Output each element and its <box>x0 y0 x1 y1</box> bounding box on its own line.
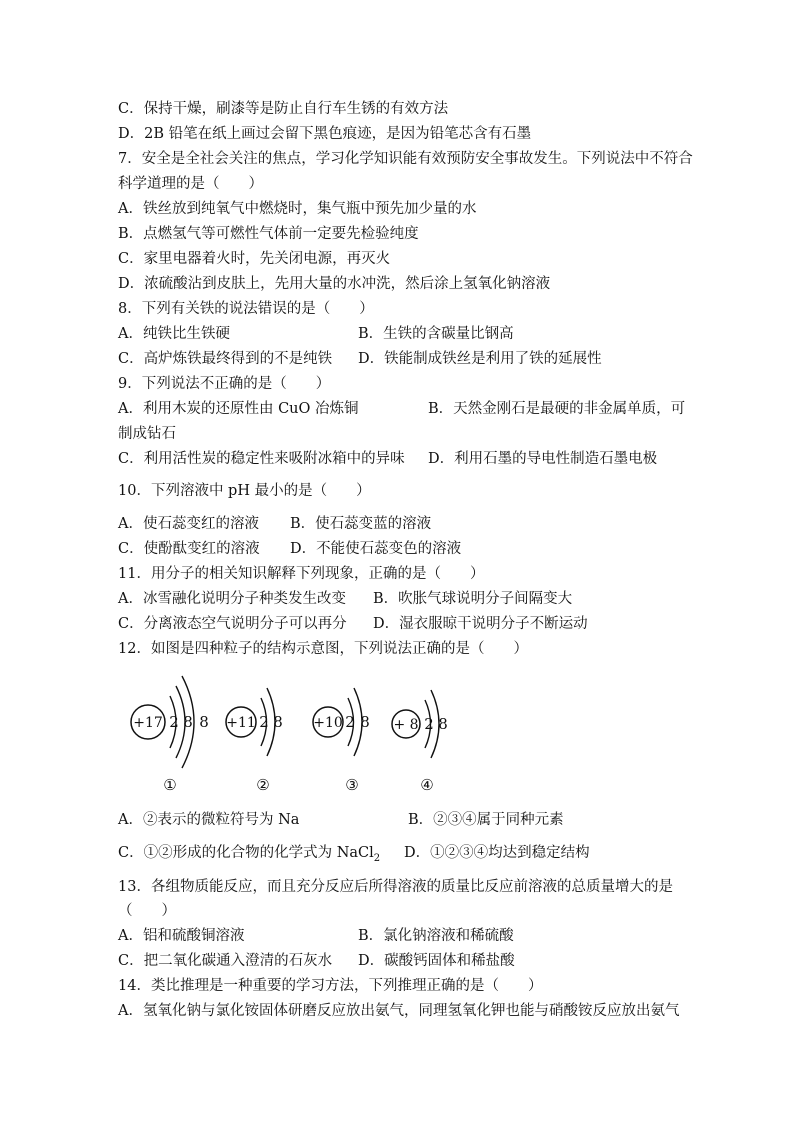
question-10-option-b: B．使石蕊变蓝的溶液 <box>290 516 432 532</box>
option-c-line: C．保持干燥，刷漆等是防止自行车生锈的有效方法 <box>118 101 449 117</box>
question-8-stem: 8．下列有关铁的说法错误的是（ ） <box>118 301 374 317</box>
question-9-option-a: A．利用木炭的还原性由 CuO 冶炼铜 <box>118 401 359 417</box>
question-13-stem: 13．各组物质能反应，而且充分反应后所得溶液的质量比反应前溶液的总质量增大的是 <box>118 879 673 895</box>
question-13-option-b: B．氯化钠溶液和稀硫酸 <box>358 928 514 944</box>
question-13-option-a: A．铝和硫酸铜溶液 <box>118 928 245 944</box>
question-7-option-c: C．家里电器着火时，先关闭电源，再灭火 <box>118 251 391 267</box>
question-12-option-c-text: C．①②形成的化合物的化学式为 NaCl <box>118 845 374 861</box>
atom-1-shell-3: 8 <box>199 713 209 731</box>
question-12-option-b: B．②③④属于同种元素 <box>408 812 564 828</box>
question-13-option-c: C．把二氧化碳通入澄清的石灰水 <box>118 953 333 969</box>
atom-3-shell-1: 2 <box>345 713 355 731</box>
question-7-option-a: A．铁丝放到纯氧气中燃烧时，集气瓶中预先加少量的水 <box>118 201 477 217</box>
atom-2 <box>226 688 283 794</box>
question-7-stem: 7．安全是全社会关注的焦点，学习化学知识能有效预防安全事故发生。下列说法中不符合 <box>118 151 693 167</box>
atom-1-shell-1: 2 <box>169 713 179 731</box>
question-9-stem: 9．下列说法不正确的是（ ） <box>118 376 331 392</box>
question-9-option-b-cont: 制成钻石 <box>118 426 176 442</box>
question-14-stem: 14．类比推理是一种重要的学习方法，下列推理正确的是（ ） <box>118 978 543 994</box>
question-7-option-d: D．浓硫酸沾到皮肤上，先用大量的水冲洗，然后涂上氢氧化钠溶液 <box>118 276 551 292</box>
atom-3-label: ③ <box>345 776 359 794</box>
atom-4-nucleus: + 8 <box>393 717 419 733</box>
question-10-option-d: D．不能使石蕊变色的溶液 <box>290 541 462 557</box>
question-9-option-c: C．利用活性炭的稳定性来吸附冰箱中的异味 <box>118 451 405 467</box>
question-11-option-a: A．冰雪融化说明分子种类发生改变 <box>118 591 346 607</box>
question-10-option-c: C．使酚酞变红的溶液 <box>118 541 260 557</box>
question-13-option-d: D．碳酸钙固体和稀盐酸 <box>358 953 515 969</box>
atom-2-shell-1: 2 <box>259 713 269 731</box>
atom-4-label: ④ <box>420 776 434 794</box>
question-8-option-b: B．生铁的含碳量比钢高 <box>358 326 514 342</box>
atom-1-shell-2: 8 <box>183 713 193 731</box>
atom-4-shell-2: 8 <box>438 715 448 733</box>
atom-1-nucleus: +17 <box>133 715 163 731</box>
question-11-option-b: B．吹胀气球说明分子间隔变大 <box>373 591 573 607</box>
atom-4 <box>392 690 448 794</box>
atom-2-nucleus: +11 <box>226 715 256 731</box>
question-11-stem: 11．用分子的相关知识解释下列现象，正确的是（ ） <box>118 566 485 582</box>
atom-3-nucleus: +10 <box>313 715 343 731</box>
question-7-stem-cont: 科学道理的是（ ） <box>118 176 263 192</box>
atom-2-label: ② <box>256 776 270 794</box>
atom-2-shell-2: 8 <box>273 713 283 731</box>
question-12-option-a: A．②表示的微粒符号为 Na <box>118 812 300 828</box>
atom-3 <box>313 688 370 794</box>
question-11-option-d: D．湿衣服晾干说明分子不断运动 <box>373 616 588 632</box>
question-8-option-a: A．纯铁比生铁硬 <box>118 326 230 342</box>
question-12-option-c-subscript: 2 <box>373 852 381 864</box>
question-8-option-d: D．铁能制成铁丝是利用了铁的延展性 <box>358 351 602 367</box>
question-8-option-c: C．高炉炼铁最终得到的不是纯铁 <box>118 351 333 367</box>
question-10-option-a: A．使石蕊变红的溶液 <box>118 516 259 532</box>
question-11-option-c: C．分离液态空气说明分子可以再分 <box>118 616 347 632</box>
question-10-stem: 10．下列溶液中 pH 最小的是（ ） <box>118 483 371 499</box>
option-d-line: D．2B 铅笔在纸上画过会留下黑色痕迹，是因为铅笔芯含有石墨 <box>118 126 532 142</box>
question-14-option-a: A．氢氧化钠与氯化铵固体研磨反应放出氨气，同理氢氧化钾也能与硝酸铵反应放出氨气 <box>118 1003 680 1019</box>
question-7-option-b: B．点燃氢气等可燃性气体前一定要先检验纯度 <box>118 226 419 242</box>
question-12-option-c <box>118 843 380 869</box>
atom-3-shell-2: 8 <box>360 713 370 731</box>
question-12-option-d: D．①②③④均达到稳定结构 <box>404 845 590 861</box>
question-9-option-d: D．利用石墨的导电性制造石墨电极 <box>428 451 658 467</box>
atom-4-shell-1: 2 <box>424 715 434 733</box>
question-9-option-b: B．天然金刚石是最硬的非金属单质，可 <box>428 401 686 417</box>
atom-1 <box>131 676 209 794</box>
question-12-stem: 12．如图是四种粒子的结构示意图，下列说法正确的是（ ） <box>118 641 528 657</box>
question-13-stem-cont: （ ） <box>118 903 176 919</box>
atomic-structure-diagram <box>118 668 538 798</box>
atom-1-label: ① <box>163 776 177 794</box>
